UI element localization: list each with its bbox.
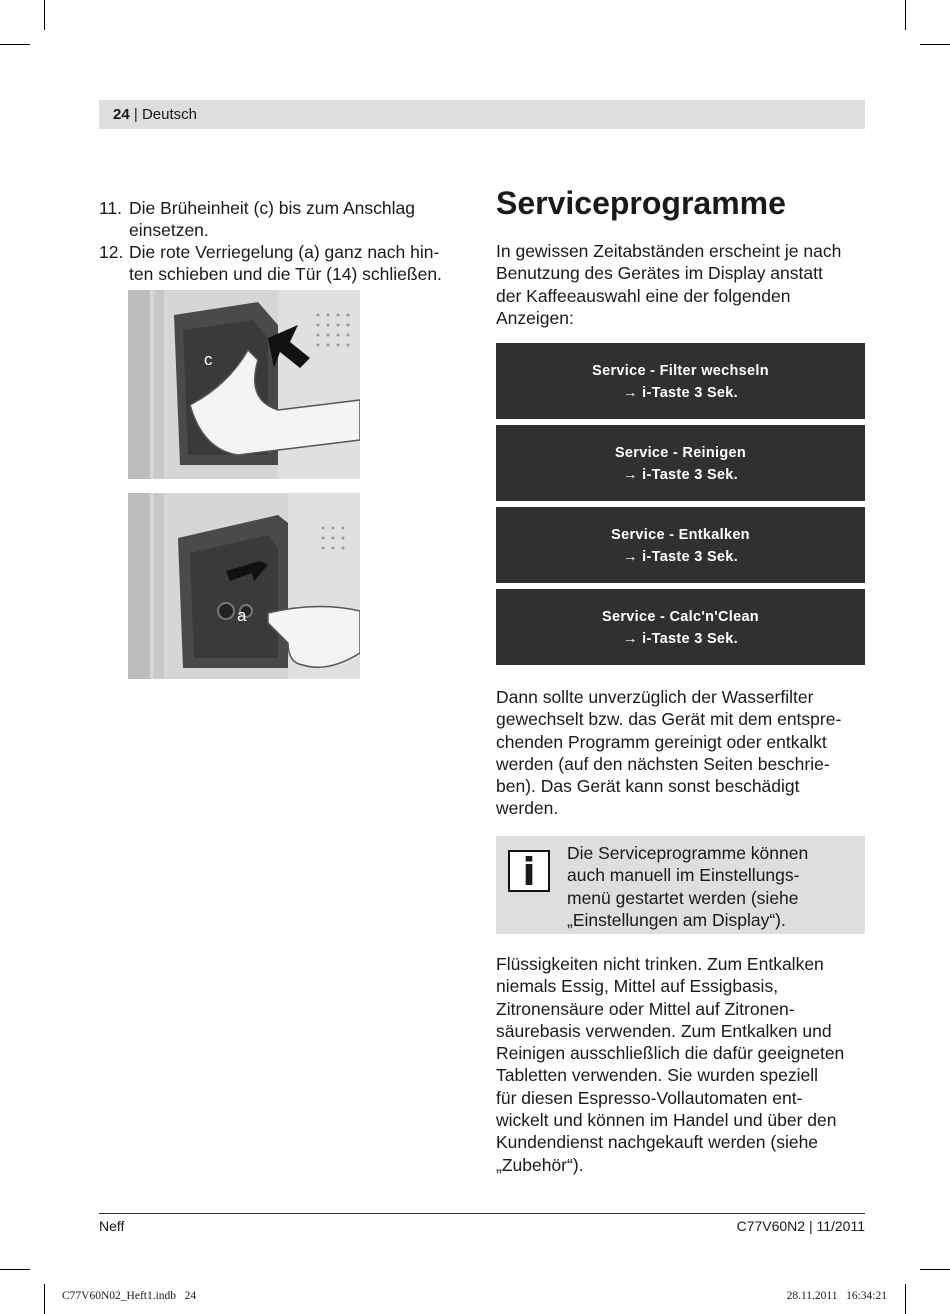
footer-model-date: C77V60N2 | 11/2011 — [736, 1218, 865, 1234]
part-label-a: a — [237, 606, 247, 625]
print-slug-file: C77V60N02_Heft1.indb 24 — [62, 1290, 197, 1302]
display-title: Service - Filter wechseln — [592, 363, 769, 379]
text-line: ben). Das Gerät kann sonst beschädigt — [496, 776, 800, 797]
step-11 — [99, 197, 415, 241]
crop-mark — [920, 1269, 950, 1270]
after-paragraph — [496, 686, 868, 820]
brewing-unit-insert-illustration — [128, 290, 360, 479]
text-line: Benutzung des Gerätes im Display anstatt — [496, 263, 823, 284]
display-message-descale — [496, 507, 865, 583]
text-line: Tabletten verwenden. Sie wurden speziell — [496, 1065, 818, 1086]
crop-mark — [44, 0, 45, 30]
step-text: Die Brüheinheit (c) bis zum Anschlag — [129, 198, 415, 218]
text-line: „Zubehör“). — [496, 1154, 584, 1175]
text-line: gewechselt bzw. das Gerät mit dem entspre- — [496, 709, 842, 730]
footer-brand: Neff — [99, 1218, 125, 1234]
display-message-clean — [496, 425, 865, 501]
crop-mark — [905, 1284, 906, 1314]
step-text: Die rote Verriegelung (a) ganz nach hin- — [129, 242, 440, 262]
crop-mark — [0, 44, 30, 45]
crop-mark — [920, 44, 950, 45]
display-title: Service - Calc'n'Clean — [602, 609, 759, 625]
display-title: Service - Reinigen — [614, 445, 747, 461]
step-12 — [99, 241, 442, 285]
print-slug-timestamp: 28.11.2011 16:34:21 — [786, 1290, 887, 1302]
text-line: Dann sollte unverzüglich der Wasserfilter — [496, 687, 814, 707]
text-line: der Kaffeeauswahl eine der folgenden — [496, 285, 791, 306]
header-separator: | — [133, 106, 138, 123]
display-instruction: → i-Taste 3 Sek. — [623, 631, 738, 647]
display-message-calcnclean — [496, 589, 865, 665]
step-text: ten schieben und die Tür (14) schließen. — [129, 264, 442, 284]
text-line: In gewissen Zeitabständen erscheint je nach — [496, 241, 842, 261]
info-icon: i — [508, 850, 550, 892]
text-line: wickelt und können im Handel und über den — [496, 1110, 837, 1131]
header-language: Deutsch — [141, 106, 197, 123]
step-text: einsetzen. — [129, 220, 209, 240]
display-instruction: → i-Taste 3 Sek. — [623, 467, 738, 483]
page-header — [99, 100, 865, 129]
text-line: Die Serviceprogramme können — [567, 843, 809, 863]
display-title: Service - Entkalken — [611, 527, 750, 543]
display-message-filter — [496, 343, 865, 419]
display-instruction: → i-Taste 3 Sek. — [623, 549, 738, 565]
text-line: niemals Essig, Mittel auf Essigbasis, — [496, 976, 779, 997]
intro-paragraph — [496, 240, 868, 329]
text-line: werden. — [496, 798, 559, 819]
display-instruction: → i-Taste 3 Sek. — [623, 385, 738, 401]
text-line: chenden Programm gereinigt oder entkalkt — [496, 731, 827, 752]
part-label-c: c — [204, 350, 213, 369]
text-line: Reinigen ausschließlich die dafür geeigneten — [496, 1043, 845, 1064]
text-line: „Einstellungen am Display“). — [567, 909, 786, 930]
text-line: Kundendienst nachgekauft werden (siehe — [496, 1132, 819, 1153]
text-line: werden (auf den nächsten Seiten beschrie- — [496, 753, 830, 774]
text-line: Zitronensäure oder Mittel auf Zitronen- — [496, 998, 795, 1019]
info-note — [496, 836, 865, 934]
footer-divider — [99, 1213, 865, 1214]
page-number: 24 — [113, 106, 130, 123]
text-line: auch manuell im Einstellungs- — [567, 865, 800, 886]
text-line: menü gestartet werden (siehe — [567, 887, 799, 908]
text-line: Flüssigkeiten nicht trinken. Zum Entkalken — [496, 954, 824, 974]
warning-paragraph — [496, 953, 868, 1176]
crop-mark — [44, 1284, 45, 1314]
text-line: Anzeigen: — [496, 307, 574, 328]
text-line: säurebasis verwenden. Zum Entkalken und — [496, 1020, 832, 1041]
crop-mark — [905, 0, 906, 30]
section-title: Serviceprogramme — [496, 185, 786, 221]
text-line: für diesen Espresso-Vollautomaten ent- — [496, 1087, 803, 1108]
step-number: 12. — [99, 242, 124, 262]
crop-mark — [0, 1269, 30, 1270]
red-lock-slide-illustration — [128, 493, 360, 679]
note-text — [567, 842, 857, 931]
step-number: 11. — [99, 198, 123, 218]
